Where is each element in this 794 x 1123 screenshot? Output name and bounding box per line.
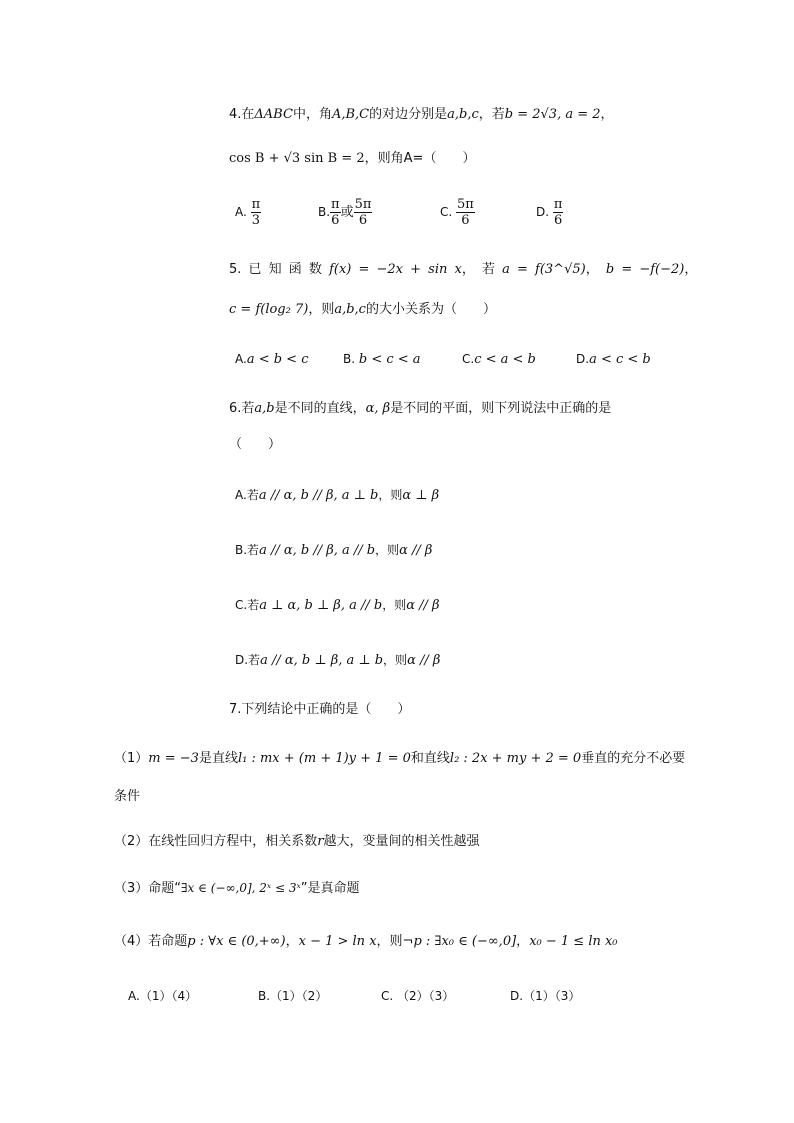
option-label: B.	[318, 205, 331, 219]
q7-option-a[interactable]	[128, 987, 197, 1004]
statement-line-l1: l₁ : mx + (m + 1)y + 1 = 0	[237, 751, 411, 766]
option-label: D.	[576, 352, 590, 366]
statement-text: （4）若命题	[114, 934, 188, 949]
numerator: π	[251, 197, 261, 212]
q4-text3: ，若	[478, 107, 505, 122]
statement-text: 越大，变量间的相关性越强	[323, 834, 480, 849]
denominator: 6	[358, 213, 368, 228]
option-label: C.	[440, 205, 453, 219]
denominator: 6	[554, 213, 563, 228]
statement-text: 是直线	[198, 751, 238, 766]
statement-not-p: ¬p : ∃x₀ ∈ (−∞,0]	[402, 934, 517, 949]
statement-text: ，则	[376, 934, 403, 949]
statement-text: （2）在线性回归方程中，相关系数	[114, 834, 318, 849]
q7-statement-2	[114, 833, 480, 851]
q4-condition2: cos B + √3 sin B = 2	[229, 151, 365, 166]
q6-option-d[interactable]	[235, 651, 440, 668]
option-then: ，则	[383, 653, 408, 667]
option-condition: a ⊥ α, b ⊥ β, a // b	[259, 598, 383, 613]
option-expr: c < a < b	[474, 352, 536, 367]
option-conclusion: α ⊥ β	[402, 488, 440, 503]
option-then: ，则	[382, 598, 407, 612]
option-text: （1）（4）	[139, 989, 198, 1003]
denominator: 3	[251, 213, 261, 228]
q6-option-c[interactable]	[235, 596, 440, 613]
fraction	[456, 197, 475, 228]
q6-option-b[interactable]	[235, 541, 432, 558]
numerator: π	[553, 197, 563, 212]
q4-ask-var: A	[403, 151, 413, 166]
q5-prefix: 5. 已 知 函 数	[229, 262, 322, 277]
q4-angles: A,B,C	[331, 107, 370, 122]
q4-text2: 的对边分别是	[369, 107, 448, 122]
option-conclusion: α // β	[399, 543, 433, 558]
q4-line1	[229, 106, 614, 124]
statement-r: r	[317, 834, 324, 849]
q7-option-d[interactable]	[510, 987, 580, 1004]
statement-p: p : ∀x ∈ (0,+∞)	[187, 934, 286, 949]
q5-option-a[interactable]	[235, 352, 308, 367]
option-then: ，则	[378, 488, 403, 502]
fraction	[354, 197, 373, 228]
q4-text: 中，角	[292, 107, 332, 122]
option-label: B.若	[235, 543, 260, 557]
q5-option-c[interactable]	[462, 352, 536, 367]
q4-triangle: ΔABC	[254, 107, 293, 122]
q5-c-def: c = f(log₂ 7)	[229, 302, 309, 317]
q4-option-d[interactable]	[536, 197, 563, 228]
q5-function: f(x) = −2x + sin x	[329, 262, 462, 277]
q7-statement-1	[114, 750, 685, 768]
option-conclusion: α // β	[406, 598, 440, 613]
denominator: 6	[461, 213, 470, 228]
option-condition: a // α, b // β, a ⊥ b	[258, 488, 379, 503]
fraction	[330, 197, 341, 228]
statement-expr: ∃x ∈ (−∞,0], 2ˣ ≤ 3ˣ	[181, 881, 301, 895]
q6-planes: α, β	[365, 401, 391, 416]
option-label: C.若	[235, 598, 260, 612]
q7-title: 7.下列结论中正确的是（ ）	[229, 702, 411, 717]
option-label: A.	[235, 352, 247, 366]
q5-b-def: b = −f(−2)	[605, 262, 685, 277]
fraction	[251, 197, 262, 228]
q7-option-c[interactable]	[381, 987, 454, 1004]
option-label: D.	[510, 989, 524, 1003]
q6-text2: 是不同的平面，则下列说法中正确的是	[390, 401, 612, 416]
q4-comma: ，	[600, 107, 614, 122]
option-label: C.	[381, 989, 394, 1003]
q7-statement-1-cont: 条件	[114, 789, 141, 804]
option-label: D.	[536, 205, 550, 219]
q5-line2	[229, 301, 496, 319]
numerator: π	[331, 197, 340, 212]
q6-paren: （ ）	[229, 437, 282, 452]
statement-text: （3）命题“	[114, 881, 182, 896]
q4-ask: ，则角	[364, 151, 404, 166]
q4-ask-end: =（ ）	[412, 151, 476, 166]
option-expr: a < b < c	[246, 352, 309, 367]
option-condition: a // α, b ⊥ β, a ⊥ b	[260, 653, 384, 668]
option-conclusion: α // β	[407, 653, 441, 668]
fraction	[553, 197, 564, 228]
q5-line1: 5. 已 知 函 数 f(x) = −2x + sin x， 若 a = f(3^√5)， b = −f(−2)，	[229, 262, 698, 277]
q5-text: ， 若	[461, 262, 495, 277]
option-then: ，则	[375, 543, 400, 557]
statement-text: ，	[516, 934, 530, 949]
option-expr: a < c < b	[589, 352, 651, 367]
statement-text: 垂直的充分不必要	[581, 751, 686, 766]
statement-text: ，	[285, 934, 299, 949]
option-text: （2）（3）	[393, 989, 455, 1003]
numerator: 5π	[354, 197, 372, 212]
statement-m: m = −3	[148, 751, 199, 766]
q4-sides: a,b,c	[447, 107, 479, 122]
denominator: 6	[331, 213, 340, 228]
q7-statement-4	[114, 933, 618, 951]
q6-line1	[229, 400, 611, 418]
option-label: A.	[235, 205, 247, 219]
q4-option-c[interactable]	[440, 197, 475, 228]
option-label: A.	[128, 989, 140, 1003]
statement-ineq2: x₀ − 1 ≤ ln x₀	[529, 934, 618, 949]
q4-line2	[229, 150, 475, 168]
statement-number: （1）	[114, 751, 149, 766]
q4-option-b[interactable]	[318, 197, 372, 228]
option-label: B.	[258, 989, 271, 1003]
q6-text: 是不同的直线，	[274, 401, 366, 416]
option-label: A.若	[235, 488, 259, 502]
statement-text: 和直线	[410, 751, 450, 766]
q5-ask-vars: a,b,c	[334, 302, 366, 317]
option-label: D.若	[235, 653, 261, 667]
numerator: 5π	[457, 197, 474, 212]
q6-option-a[interactable]	[235, 486, 439, 503]
option-label: B.	[343, 352, 356, 366]
q5-ask-end: 的大小关系为（ ）	[365, 302, 496, 317]
statement-ineq: x − 1 > ln x	[298, 934, 377, 949]
q4-option-a[interactable]	[235, 197, 261, 228]
q7-option-b[interactable]	[258, 987, 327, 1004]
q5-option-d[interactable]	[576, 352, 651, 367]
q5-a-def: a = f(3^√5)	[502, 262, 586, 277]
q4-condition1: b = 2√3, a = 2	[504, 107, 601, 122]
option-expr: b < c < a	[358, 352, 421, 367]
option-condition: a // α, b // β, a // b	[259, 543, 376, 558]
q6-lines: a,b	[254, 401, 275, 416]
statement-text: ”是真命题	[300, 881, 360, 896]
q5-ask: ，则	[308, 302, 335, 317]
q6-prefix: 6.若	[229, 401, 255, 416]
option-join: 或	[340, 205, 354, 220]
option-label: C.	[462, 352, 475, 366]
q4-prefix: 4.在	[229, 107, 255, 122]
option-text: （1）（3）	[523, 989, 581, 1003]
statement-line-l2: l₂ : 2x + my + 2 = 0	[449, 751, 582, 766]
q5-option-b[interactable]	[343, 352, 421, 367]
option-text: （1）（2）	[270, 989, 328, 1003]
q7-statement-3	[114, 879, 360, 898]
